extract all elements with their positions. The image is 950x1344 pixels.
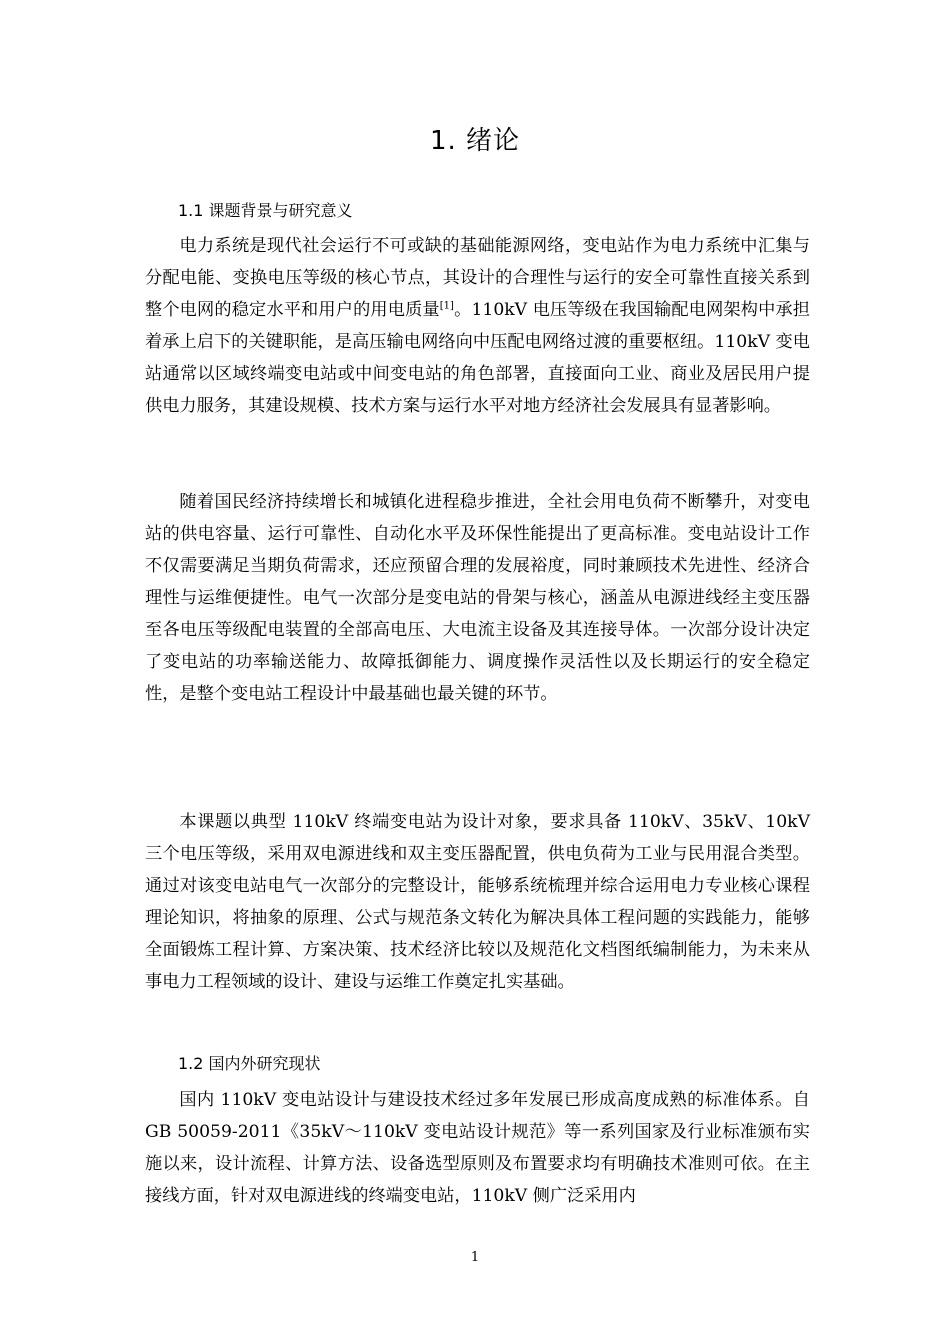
paragraph-project-scope: 本课题以典型 110kV 终端变电站为设计对象，要求具备 110kV、35kV、10kV 三个电压等级，采用双电源进线和双主变压器配置，供电负荷为工业与民用混合类型。通过对该变电站电气一次部分的完整设计，能够系统梳理并综合运用电力专业核心课程理论知识，将抽象的原理、公式与规范条文转化为解决具体工程问题的实践能力，能够全面锻炼工程计算、方案决策、技术经济比较以及规范化文档图纸编制能力，为未来从事电力工程领域的设计、建设与运维工作奠定扎实基础。 bbox=[145, 812, 810, 992]
section-heading-1-1: 1.1 课题背景与研究意义 bbox=[178, 201, 353, 220]
section-heading-1-2: 1.2 国内外研究现状 bbox=[178, 1054, 321, 1073]
page-number: 1 bbox=[470, 1250, 480, 1265]
chapter-title: 1. 绪论 bbox=[429, 126, 521, 156]
paragraph-text: 。110kV 电压等级在我国输配电网架构中承担着承上启下的关键职能，是高压输电网络向中压配电网络过渡的重要枢纽。110kV 变电站通常以区域终端变电站或中间变电站的角色部署，直接面向工业、商业及居民用户提供电力服务，其建设规模、技术方案与运行水平对地方经济社会发展具有显著影响。 bbox=[145, 300, 810, 416]
paragraph-domestic-status: 国内 110kV 变电站设计与建设技术经过多年发展已形成高度成熟的标准体系。自 GB 50059-2011《35kV～110kV 变电站设计规范》等一系列国家及行业标准颁布实施以来，设计流程、计算方法、设备选型原则及布置要求均有明确技术准则可依。在主接线方面，针对双电源进线的终端变电站，110kV 侧广泛采用内 bbox=[145, 1090, 810, 1206]
paragraph-background bbox=[145, 230, 810, 422]
citation-marker: [1] bbox=[439, 300, 454, 312]
paragraph-load-growth: 随着国民经济持续增长和城镇化进程稳步推进，全社会用电负荷不断攀升，对变电站的供电容量、运行可靠性、自动化水平及环保性能提出了更高标准。变电站设计工作不仅需要满足当期负荷需求，还应预留合理的发展裕度，同时兼顾技术先进性、经济合理性与运维便捷性。电气一次部分是变电站的骨架与核心，涵盖从电源进线经主变压器至各电压等级配电装置的全部高电压、大电流主设备及其连接导体。一次部分设计决定了变电站的功率输送能力、故障抵御能力、调度操作灵活性以及长期运行的安全稳定性，是整个变电站工程设计中最基础也最关键的环节。 bbox=[145, 492, 810, 704]
paragraph-text: 电力系统是现代社会运行不可或缺的基础能源网络，变电站作为电力系统中汇集与分配电能、变换电压等级的核心节点，其设计的合理性与运行的安全可靠性直接关系到整个电网的稳定水平和用户的用电质量 bbox=[145, 236, 810, 320]
